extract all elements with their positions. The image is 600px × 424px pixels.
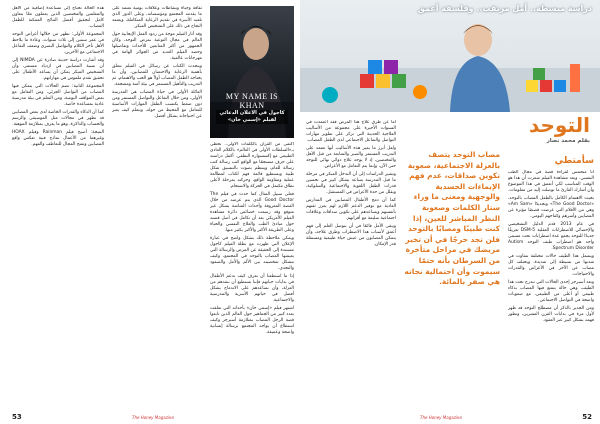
paragraph: ثقافة وحياة ونشاطات وعلاقات يومية تعتمد على ما يقدمه المجتمع ومؤسساته، وعلى الدور الذي تلعبه الأسرة في تقديم الرعاية المتكاملة، ويعتمد النجاح في ذلك على التشخيص المبكر.	[112, 6, 202, 29]
left-col-3	[12, 6, 104, 404]
poster-caption: كاجول في الاعلان الدعائي لفيلم «إسمي خان»	[216, 110, 288, 124]
paragraph: النتيجة: أصبح فيلم Rainman وفيلم HOAX وغيرهما من الأعمال نماذج فنية تعكس واقع المصابين وتفتح المجال للتعاطف والفهم.	[12, 130, 104, 147]
poster-title: MY NAME IS KHAN	[225, 92, 279, 110]
right-page	[300, 0, 600, 424]
pull-quote: مصاب التوحد يتصف بالعزلة الاجتماعية، صعوبة تكوين صداقات، عدم فهم الإيماءات الجسدية والوجهية ومعنى ما وراء ستار الكلمات وصعوبة النظر المباشر للعين، إذا كنت طبيبًا ومصابًا بالتوحد فلن تجد حرجًا في أن تخبر مريضك في مراحل متأخرة من السرطان بأنه حتمًا سيموت وأن احتمالية نجاته هي صفر بالمائة.	[404, 150, 500, 287]
paragraph: وتشير الدراسات إلى أن التدخل المبكر في مرحلة ما قبل المدرسة يساعد بشكل كبير في تحسين قدرات الطفل اللغوية والاجتماعية والسلوكية، ويقلل من حدة الأعراض في المستقبل.	[306, 172, 396, 195]
paragraph: اشتهر فيلم «إسمي خان» بأحداثه التي تعلقت بعدد كبير من الجماهير حول العالم الذين تابعوا قصة الرجل المصاب بمتلازمة أسبرجر وكيف استطاع أن يواجه المجتمع برسالة إنسانية واضحة وعميقة.	[210, 306, 294, 335]
header-title: دراسة مبسطة.. أمل مرتقب.. وفلسفة أعمق	[417, 4, 592, 13]
paragraph: وقد أثار الفيلم موجة من ردود الفعل الإيجابية حول العالم في مجال التوعية بمرض التوحد، وكان الجمهور من أكثر المتابعين للأحداث وتفاصيلها وحصد الفيلم العديد من الجوائز الهامة في مهرجانات عالمية.	[112, 32, 202, 61]
paragraph: أنا متحمس لقراءة قصة في مجال الطب النفسي. وبعد مشاهدة الفيلم شعرت أن هذا هو الوقت المناسب لكي أتعمق في هذا الموضوع وأن أشارك القارئ ما توصلت إليه من معلومات.	[508, 170, 594, 193]
right-col-right	[508, 170, 594, 404]
paragraph: المجموعة الثانية: تضم الحالات التي يتمكن فيها المصاب من التواصل الجزئي، ومن التعامل مع بعض المواقف اليومية، ومن التعلم في بيئة مدرسية عادية بمساعدة خاصة.	[12, 84, 104, 107]
article-title: التوحد	[528, 113, 590, 137]
byline: بقلم محمد نصار	[546, 138, 590, 144]
paragraph: بحيث الاهتمام الكامل بالطفل المصاب بالتوحد، «The Good Doctor» وتحديدًا «Am Sam» وهي من الأفلام التي عرضت قصصًا مؤثرة عن المصابين وأسرهم وكفاحهم اليومي.	[508, 196, 594, 219]
paragraph: في عام 2013 قدم الدليل التشخيصي والإحصائي للاضطرابات العقلية DSM-5 تعريفًا جديدًا للتوحد يجمع عدة اضطرابات تحت مسمى واحد هو اضطراب طيف التوحد Autism Spectrum Disorder.	[508, 222, 594, 251]
magazine-brand: The Honey Magazine	[132, 415, 174, 420]
page-number: 52	[582, 413, 592, 421]
paragraph: هذه الحالة تحتاج إلى مساعدة إضافية من الأهل والمعلمين والمختصين الذين يعملون معًا بتعاون كامل لتحقيق أفضل النتائج الممكنة للطفل المصاب.	[12, 6, 104, 29]
paragraph: ويتحدث الكتاب عن رسائل في الفيلم تتعلق بأهمية الرعاية والاحتضان للمصابين، وأن ما يحتاجه الطفل المصاب أولاً هو الحب والاهتمام، ثم التدريب والتأهيل المستمر في بيئة آمنة ومشجعة.	[112, 64, 202, 87]
right-footer	[300, 406, 600, 424]
page-number: 53	[12, 413, 22, 421]
left-footer	[0, 406, 300, 424]
paragraph: فعلى سبيل المثال كما حدث في فيلم The Good Doctor الذي يتم عرضه من خلال القصة المعروفة وأحداث الشاشة بشكل غير متوقع وقد رسمت خصائص دائرة مشاهدة الفيلم الأمريكي بعد أن تكامل في أصل قصته حول مبادئ الطب والعلاج النفسي والحياة وعلى الطريقة الأكثر والأكبر بكثير منها.	[210, 192, 294, 233]
paragraph: كما أن دمج الأطفال المصابين في المدارس العادية مع توفير الدعم اللازم لهم يعزز ثقتهم بأنفسهم ويساعدهم على تكوين صداقات وعلاقات اجتماعية سليمة مع أقرانهم.	[306, 198, 396, 221]
paragraph: كما أن الذكاء والقدرات الخاصة لدى بعض المصابين قد تظهر في مجالات مثل الموسيقى والرسم والحساب والذاكرة، وهو ما يعرف بمتلازمة الموهبة.	[12, 110, 104, 127]
magazine-brand: The Honey Magazine	[420, 415, 462, 420]
right-col-left	[306, 120, 396, 404]
paragraph: اكتفى من القرآن بالكلمات الأولى.. تحظى بـ«السلطات الأولى في العالم» بالكلام العادي الطبيعي مع إكسسواره النطقي. أكمل دراسته على حرف منسجمًا مع الواقع كتب رسالة كتب رسالة للعام، وينتظم بصوت بالتنسيق شكل طيبة ونستطيع قائمة فهم لكتاب لمطالعة عملية ومقاومة الواقع، وحركته بمرحلة لأعلى نطاق مكتمل في الحركة والانسجام.	[210, 142, 294, 189]
movie-poster	[210, 6, 294, 138]
paragraph: ويمكن ملاحظة ذلك بشكل واضح في عبارة الإعلان التي ظهرت مع بطلة الفيلم كاجول مستندة إلى الحقيقة عن المرض والرسالة التي يعيشها المصاب بالتوحد في المجتمع، وكيف تتشكل شخصيته بين الألم والأمل والصمود والتحدي.	[210, 236, 294, 271]
paragraph: ويبقى الأمل قائمًا في أن يتوصل العلم إلى فهم أعمق لأسباب هذا الاضطراب وطرق علاجه، وأن يتمكن المصابون من عيش حياة طبيعية ومستقلة قدر الإمكان.	[306, 224, 396, 247]
paragraph: ولعل أبرز ما يميز هذه الأساليب أنها تعتمد على التدريب المستمر والصبر والمتابعة من قبل الأهل والمختصين، إذ لا يوجد علاج دوائي نهائي للتوحد حتى الآن، وإنما يتم التعامل مع الأعراض.	[306, 146, 396, 169]
paragraph: ومن الجدير بالذكر أن مصطلح التوحد قد ظهر لأول مرة في بدايات القرن العشرين، وتطور فهمه بشكل كبير عبر العقود.	[508, 306, 594, 323]
child-photo	[300, 0, 600, 112]
paragraph: المجموعة الأولى: تظهر من خلالها أعراض التوحد في عمر سنتين إلى ثلاث سنوات، وعادة ما يلاحظ الأهل تأخر الكلام والتواصل البصري وضعف التفاعل الاجتماعي مع الآخرين.	[12, 32, 104, 55]
paragraph: وتعد أسبرجر إحدى الحالات التي تندرج تحت هذا الطيف، وهي حالة يتمتع فيها المصاب بذكاء طبيعي أو أعلى من الطبيعي، مع صعوبات واضحة في التواصل الاجتماعي.	[508, 280, 594, 303]
paragraph: ويشمل هذا الطيف حالات مختلفة تتفاوت في شدتها من بسيطة إلى شديدة، ويختلف كل مصاب عن الآخر في الأعراض والقدرات والاحتياجات.	[508, 254, 594, 277]
paragraph: العائلة الأولى في حياة المصاب هي المدرسة الأولى، ومن خلال التفاعل والتواصل المستمر ومن دون ضغط يكتسب الطفل المهارات الأساسية للتعامل مع المحيط من حوله، ويتعلم كيف يعبر عن احتياجاته بشكل أفضل.	[112, 90, 202, 119]
paragraph: وقد أشارت دراسة حديثة صادرة عن NIMDA إلى أن نسبة المصابين في ازدياد مستمر، وأن التشخيص المبكر يمكن أن يساعد الأطفال على تحقيق تقدم ملموس في مهاراتهم.	[12, 58, 104, 81]
toys-illustration	[300, 0, 600, 112]
right-col-heading: سأمتطي	[554, 156, 594, 166]
left-col-1	[210, 142, 294, 404]
left-col-2	[112, 6, 202, 404]
paragraph: إذا ما استطعنا أن نعرف كيف ندعم الأطفال في بدايات حياتهم فإننا نستطيع أن ننقذهم من العزلة، وأن نساعدهم على الاندماج بشكل أفضل في حياتهم الأسرية والمدرسية والاجتماعية.	[210, 274, 294, 303]
paragraph: أما عن طرق علاج هذا المرض فقد اعتمدت في السنوات الأخيرة على مجموعة من الأساليب العلاجية الحديثة التي تركز على تطوير مهارات التواصل والتفاعل الاجتماعي لدى الطفل المصاب.	[306, 120, 396, 143]
